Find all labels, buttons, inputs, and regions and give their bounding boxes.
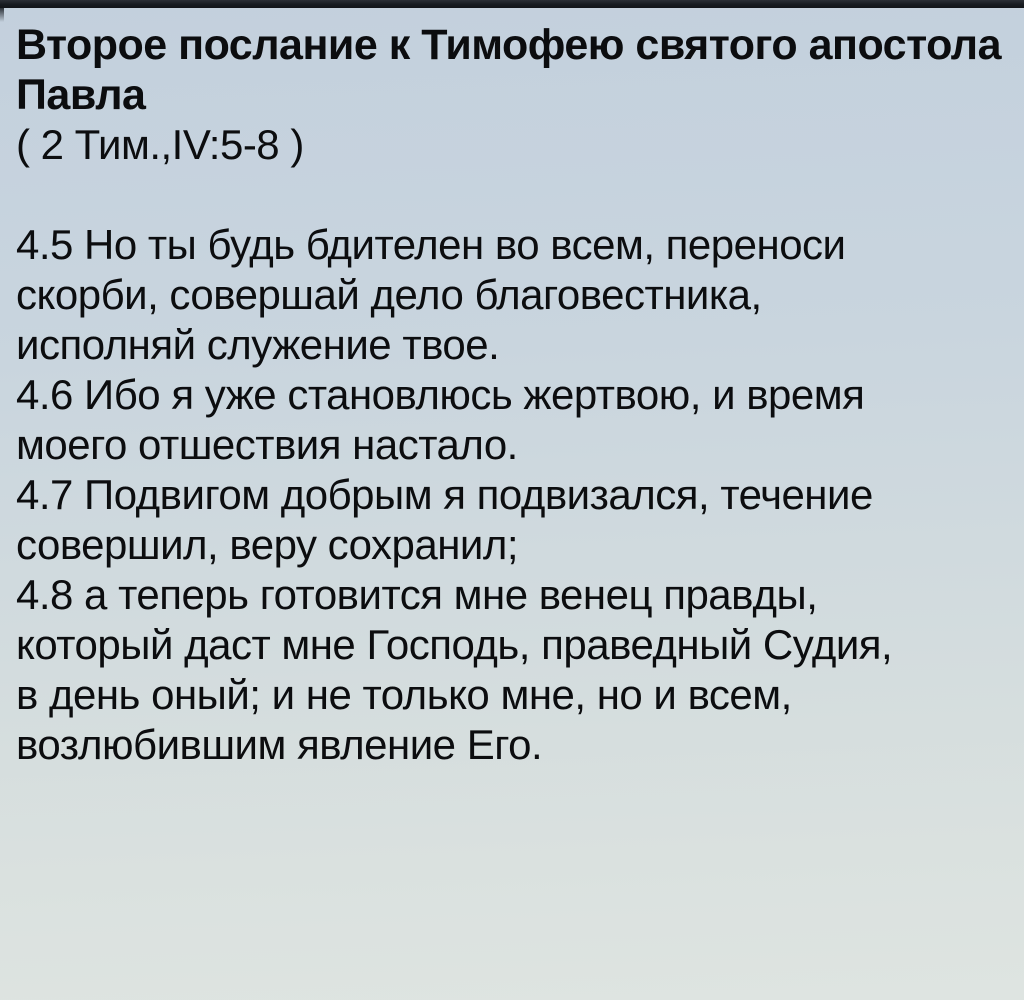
scripture-line: который даст мне Господь, праведный Судия, <box>16 621 893 668</box>
scripture-line: 4.6 Ибо я уже становлюсь жертвою, и время <box>16 371 865 418</box>
scripture-line: в день оный; и не только мне, но и всем, <box>16 671 792 718</box>
slide-title <box>16 20 1024 120</box>
scripture-body <box>16 220 1024 770</box>
scripture-line: моего отшествия настало. <box>16 421 518 468</box>
scripture-line: совершил, веру сохранил; <box>16 521 519 568</box>
scripture-reference: ( 2 Тим.,IV:5-8 ) <box>16 121 304 168</box>
top-bar <box>0 0 1024 8</box>
scripture-line: 4.8 а теперь готовится мне венец правды, <box>16 571 818 618</box>
scripture-line: 4.5 Но ты будь бдителен во всем, переноси <box>16 221 846 268</box>
slide-content <box>0 8 1024 770</box>
scripture-line: скорби, совершай дело благовестника, <box>16 271 762 318</box>
scripture-line: исполняй служение твое. <box>16 321 500 368</box>
scripture-line: 4.7 Подвигом добрым я подвизался, течение <box>16 471 873 518</box>
title-line-2: Павла <box>16 71 146 119</box>
scripture-line: возлюбившим явление Его. <box>16 721 543 768</box>
title-line-1: Второе послание к Тимофею святого апостола <box>16 21 1002 69</box>
